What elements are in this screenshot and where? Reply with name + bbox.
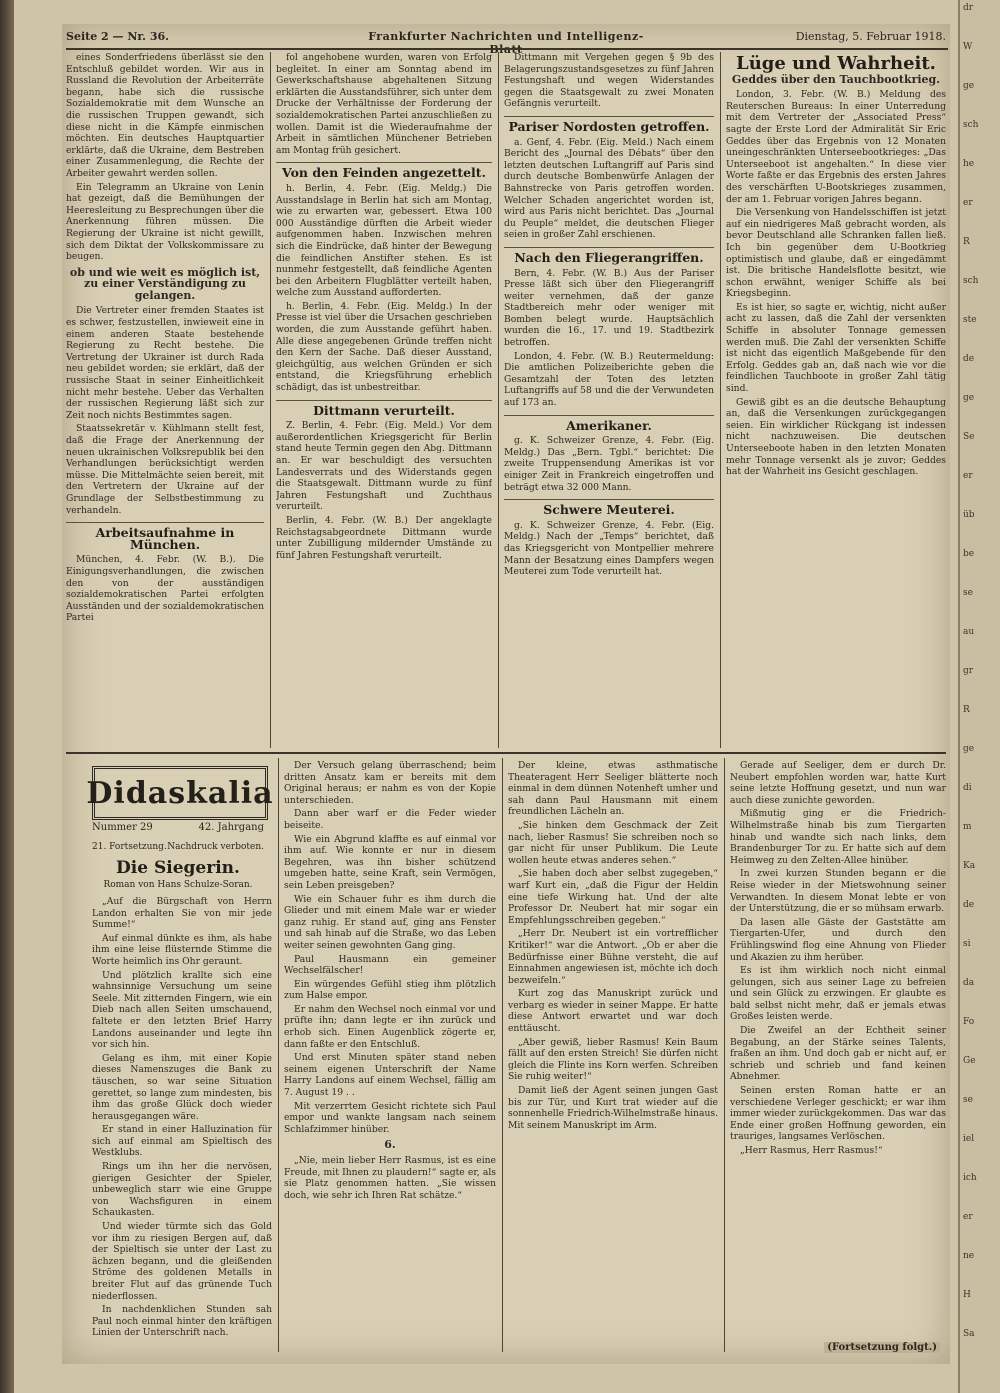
page-fragment: er bbox=[963, 1212, 973, 1222]
page-fragment: W bbox=[963, 42, 973, 52]
page-fragment: dr bbox=[963, 3, 974, 13]
article-text: Berlin, 4. Febr. (W. B.) Der angeklagte Reichstagsabgeordnete Dittmann wurde unter Zubilligung mildernder Umstände zu fünf Jahren Festungshaft verurteilt. bbox=[276, 514, 492, 561]
novel-text: Und wieder türmte sich das Gold vor ihm zu riesigen Bergen auf, daß der Spieltisch sie unter der Last zu ächzen begann, und die gleißenden Ströme des goldenen Metalls in breiter Flut auf das grünende Tuch niederflossen. bbox=[92, 1221, 272, 1302]
novel-text: Die Zweifel an der Echtheit seiner Begabung, an der Stärke seines Talents, fraßen an ihm. Und doch gab er nicht auf, er schrieb und schrieb und fand keinen Abnehmer. bbox=[730, 1025, 946, 1083]
didaskalia-masthead: Didaskalia bbox=[92, 766, 268, 820]
article-heading: Nach den Fliegerangriffen. bbox=[504, 247, 714, 264]
page-fragment: Ge bbox=[963, 1056, 976, 1066]
subheading: Geddes über den Tauchbootkrieg. bbox=[731, 72, 941, 86]
page-fragment: se bbox=[963, 588, 973, 598]
page-fragment: da bbox=[963, 978, 975, 988]
header-masthead: Frankfurter Nachrichten und Intelligenz- bbox=[368, 30, 644, 43]
continuation-stamp: (Fortsetzung folgt.) bbox=[824, 1342, 940, 1353]
page-fragment: sch bbox=[963, 120, 979, 130]
column-2 bbox=[276, 52, 492, 748]
article-heading: Amerikaner. bbox=[504, 415, 714, 432]
article-text: Es ist hier, so sagte er, wichtig, nicht außer acht zu lassen, daß die Zahl der versenkten Schiffe in absoluter Tonnage gemessen werden muß. Die Zahl der versenkten Schiffe ist nicht das eigentlich Maßgebende für den Erfolg. Geddes gab an, daß nach wie vor die feindlichen Tauchboote in großer Zahl tätig sind. bbox=[726, 301, 946, 395]
novel-text: Auf einmal dünkte es ihm, als habe ihm eine leise flüsternde Stimme die Worte heimlich ins Ohr geraunt. bbox=[92, 932, 272, 967]
page-fragment: Fo bbox=[963, 1017, 975, 1027]
reprint-notice: Nachdruck verboten. bbox=[167, 842, 264, 852]
feuilleton-column-1 bbox=[92, 896, 272, 1352]
page-fragment: se bbox=[963, 1095, 973, 1105]
novel-text: Gerade auf Seeliger, dem er durch Dr. Neubert empfohlen worden war, hatte Kurt seine letzte Hoffnung gesetzt, und nun war auch diese zunichte geworden. bbox=[730, 760, 946, 806]
header-date: Dienstag, 5. Februar 1918. bbox=[795, 30, 946, 43]
novel-text: In nachdenklichen Stunden sah Paul noch einmal hinter den kräftigen Linien der Unterschrift nach. bbox=[92, 1304, 272, 1339]
article-text: Die Versenkung von Handelsschiffen ist jetzt auf ein niedrigeres Maß gebracht worden, als bevor Deutschland alle Schranken fallen ließ. Ich bin gegenüber dem U-Bootkrieg optimistisch und glaube, daß er eingedämmt ist. Die britische Handelsflotte besitzt, wie schon erwähnt, weniger Schiffe als bei Kriegsbeginn. bbox=[726, 207, 946, 300]
novel-text: Kurt zog das Manuskript zurück und verbarg es wieder in seiner Mappe. Er hatte diese Antwort erwartet und war doch enttäuscht. bbox=[508, 988, 718, 1035]
article-heading: Von den Feinden angezettelt. bbox=[276, 162, 492, 179]
header-page-number: Seite 2 — Nr. 36. bbox=[66, 30, 169, 43]
page-fragment: he bbox=[963, 159, 975, 169]
page-fragment: gr bbox=[963, 666, 974, 676]
page-fragment: Se bbox=[963, 432, 975, 442]
page-fragment: Sa bbox=[963, 1329, 975, 1339]
novel-text: Der Versuch gelang überraschend; beim dritten Ansatz kam er bereits mit dem Original heraus; er nahm es von der Kopie unterschieden. bbox=[284, 760, 496, 806]
page-fragment: sch bbox=[963, 276, 979, 286]
page-fragment: iel bbox=[963, 1134, 975, 1144]
page-fragment: R bbox=[963, 705, 970, 715]
article-heading: Dittmann verurteilt. bbox=[276, 400, 492, 417]
novel-text: Es ist ihm wirklich noch nicht einmal gelungen, sich aus seiner Lage zu befreien und sein Glück zu erzwingen. Er glaubte es bald selbst nicht mehr, daß er jemals etwas Großes leisten werde. bbox=[730, 965, 946, 1023]
page-fragment: de bbox=[963, 354, 975, 364]
novel-text: Damit ließ der Agent seinen jungen Gast bis zur Tür, und Kurt trat wieder auf die sonnenhelle Friedrich-Wilhelmstraße hinaus. Mit seinem Manuskript im Arm. bbox=[508, 1085, 718, 1131]
novel-text: Und plötzlich krallte sich eine wahnsinnige Versuchung um seine Seele. Mit zitternden Fingern, wie ein Dieb nach allen Seiten umschauend, faltete er den letzten Brief Harry Landons auseinander und legte ihn vor sich hin. bbox=[92, 969, 272, 1051]
article-heading: Arbeitsaufnahme in München. bbox=[66, 522, 264, 550]
column-divider bbox=[498, 52, 499, 748]
article-heading: Pariser Nordosten getroffen. bbox=[504, 116, 714, 133]
page-fragment: m bbox=[963, 822, 972, 832]
section-number: 6. bbox=[384, 1138, 396, 1152]
header-rule bbox=[66, 48, 948, 50]
feuilleton-rule bbox=[66, 752, 946, 754]
column-divider bbox=[502, 758, 503, 1352]
feuilleton-column-4 bbox=[730, 760, 946, 1336]
novel-text: Ein würgendes Gefühl stieg ihm plötzlich zum Halse empor. bbox=[284, 978, 496, 1002]
article-text: h. Berlin, 4. Febr. (Eig. Meldg.) Die Ausstandslage in Berlin hat sich am Montag, wie zu erwarten war, gebessert. Etwa 100 000 Ausständige dürften die Arbeit wieder aufgenommen haben. Inzwischen mehren sich die Eindrücke, daß hinter der Bewegung die feindlichen Anstifter stehen. Es ist nunmehr festgestellt, daß feindliche Agenten bei den Arbeitern Flugblätter verteilt haben, welche zum Ausstand aufforderten. bbox=[276, 182, 492, 299]
page-fragment: ich bbox=[963, 1173, 977, 1183]
subheading: ob und wie weit es möglich ist, zu einer Verständigung zu gelangen. bbox=[69, 265, 261, 302]
installment: 21. Fortsetzung. bbox=[92, 842, 167, 852]
novel-text: „Sie haben doch aber selbst zugegeben,“ warf Kurt ein, „daß die Figur der Heldin eine tiefe Wirkung hat. Und der alte Professor Dr. Neubert hat mir sogar ein Empfehlungsschreiben gegeben.“ bbox=[508, 868, 718, 926]
issue-number: Nummer 29 bbox=[92, 822, 153, 833]
page-fragment: ne bbox=[963, 1251, 975, 1261]
page-fragment: di bbox=[963, 783, 972, 793]
page-fragment: si bbox=[963, 939, 971, 949]
novel-text: Er stand in einer Halluzination für sich auf einmal am Spieltisch des Westklubs. bbox=[92, 1124, 272, 1159]
novel-text: Dann aber warf er die Feder wieder beiseite. bbox=[284, 808, 496, 831]
novel-text: Gelang es ihm, mit einer Kopie dieses Namenszuges die Bank zu täuschen, so war seine Situation gerettet, so lange zum mindesten, bis ihm das große Glück doch wieder herausgegangen wäre. bbox=[92, 1052, 272, 1122]
novel-title: Die Siegerin. bbox=[116, 858, 240, 878]
page-fragment: ge bbox=[963, 393, 975, 403]
page-fragment: er bbox=[963, 471, 973, 481]
column-1 bbox=[66, 52, 264, 748]
page-fragment: Ka bbox=[963, 861, 976, 871]
column-divider bbox=[270, 52, 271, 748]
page-fragment: au bbox=[963, 627, 975, 637]
article-text: Staatssekretär v. Kühlmann stellt fest, daß die Frage der Anerkennung der neuen ukrainischen Volksrepublik bei den Verhandlungen berücksichtigt werden müsse. Die Mittelmächte seien bereit, mit den Vertretern der Ukraine auf der Grundlage der Selbstbestimmung zu verhandeln. bbox=[66, 423, 264, 516]
novel-text: Wie ein Schauer fuhr es ihm durch die Glieder und mit einem Male war er wieder ganz ruhig. Er stand auf, ging ans Fenster und sah hinab auf die Straße, wo das Leben weiter seinen gewohnten Gang ging. bbox=[284, 893, 496, 951]
novel-text: „Nie, mein lieber Herr Rasmus, ist es eine Freude, mit Ihnen zu plaudern!“ sagte er, als sie Platz genommen hatten. „Sie wissen doch, wie sehr ich Ihren Rat schätze.“ bbox=[284, 1155, 496, 1201]
article-text: h. Berlin, 4. Febr. (Eig. Meldg.) In der Presse ist viel über die Ursachen geschrieben worden, die zum Ausstande geführt haben. Alle diese angegebenen Gründe treffen nicht den Kern der Sache. Daß dieser Ausstand, gleichgültig, aus welchen Gründen er sich entstand, die Kriegsführung erheblich schädigt, das ist unbestreitbar. bbox=[276, 300, 492, 394]
article-text: eines Sonderfriedens überlässt sie den Entschluß gebildet worden. Wir aus in Russland die Revolution der Arbeiterräte begann, habe sich die russische Sozialdemokratie mit dem Wunsche an die russischen Truppen gewandt, sich diese nicht in die Kämpfe einmischen möchten. Ein deutsches Hauptquartier erklärte, daß die Ukraine, dem Bestreben einer Zusammenlegung, die Rechte der Arbeiter gewahrt werden sollen. bbox=[66, 52, 264, 179]
article-text: Gewiß gibt es an die deutsche Behauptung an, daß die Versenkungen zurückgegangen seien. Ein wirklicher Rückgang ist indessen nicht nachzuweisen. Die deutschen Unterseeboote haben in den letzten Monaten mehr Tonnage versenkt als je zuvor; Geddes hat der Wahrheit ins Gesicht geschlagen. bbox=[726, 396, 946, 478]
column-4 bbox=[726, 52, 946, 748]
article-text: Dittmann mit Vergehen gegen § 9b des Belagerungszustandsgesetzes zu fünf Jahren Festungshaft und wegen Widerstandes gegen die Staatsgewalt zu zwei Monaten Gefängnis verurteilt. bbox=[504, 52, 714, 110]
novel-text: „Aber gewiß, lieber Rasmus! Kein Baum fällt auf den ersten Streich! Sie dürfen nicht gleich die Flinte ins Korn werfen. Schreiben Sie ruhig weiter!“ bbox=[508, 1036, 718, 1083]
novel-text: Paul Hausmann ein gemeiner Wechselfälscher! bbox=[284, 953, 496, 977]
novel-text: Mit verzerrtem Gesicht richtete sich Paul empor und wankte langsam nach seinem Schlafzimmer hinüber. bbox=[284, 1100, 496, 1135]
novel-text: Der kleine, etwas asthmatische Theateragent Herr Seeliger blätterte noch einmal in dem dünnen Notenheft umher und sah dann Paul Hausmann mit einem freundlichen Lächeln an. bbox=[508, 760, 718, 818]
novel-text: Mißmutig ging er die Friedrich-Wilhelmstraße hinab bis zum Tiergarten hinab und wandte sich nach links, dem Brandenburger Tor zu. Er hatte sich auf dem Heimweg zu den Zelten-Allee hinüber. bbox=[730, 808, 946, 866]
article-text: g. K. Schweizer Grenze, 4. Febr. (Eig. Meldg.) Nach der „Temps“ berichtet, daß das Kriegsgericht von Montpellier mehrere Mann der Besatzung eines Dampfers wegen Meuterei zum Tode verurteilt hat. bbox=[504, 519, 714, 578]
novel-text: „Herr Dr. Neubert ist ein vortrefflicher Kritiker!“ war die Antwort. „Ob er aber die Bedürfnisse einer Bühne versteht, die auf Einnahmen angewiesen ist, möchte ich doch bezweifeln.“ bbox=[508, 928, 718, 986]
page-fragment: H bbox=[963, 1290, 971, 1300]
article-text: Bern, 4. Febr. (W. B.) Aus der Pariser Presse läßt sich über den Fliegerangriff weiter vernehmen, daß der ganze Stadtbereich mehr oder weniger mit Bomben belegt wurde. Hauptsächlich wurden die 16., 17. und 19. Stadtbezirk betroffen. bbox=[504, 267, 714, 349]
novel-text: Wie ein Abgrund klaffte es auf einmal vor ihm auf. Wie konnte er nur in diesem Begehren, was ihn bisher schützend umgeben hatte, seine Kraft, sein Vermögen, sein Leben preisgeben? bbox=[284, 833, 496, 891]
article-text: München, 4. Febr. (W. B.). Die Einigungsverhandlungen, die zwischen den von der ausständigen sozialdemokratischen Partei erfolgten Ausständen und der sozialdemokratischen Partei bbox=[66, 554, 264, 624]
article-heading: Schwere Meuterei. bbox=[504, 499, 714, 516]
page-fragment: ge bbox=[963, 744, 975, 754]
article-text: London, 4. Febr. (W. B.) Reutermeldung: Die amtlichen Polizeiberichte geben die Gesamtzahl der Toten des letzten Luftangriffs auf 58 und die der Verwundeten auf 173 an. bbox=[504, 350, 714, 409]
article-text: fol angehobene wurden, waren von Erfolg begleitet. In einer am Sonntag abend im Gewerkschaftshause abgehaltenen Sitzung erklärten die Ausstandsführer, sich unter dem Drucke der Verhältnisse der Forderung der sozialdemokratischen Partei anzuschließen zu wollen. Damit ist die Wiederaufnahme der Arbeit in sämtlichen Münchener Betrieben am Montag früh gesichert. bbox=[276, 52, 492, 156]
page-fragment: R bbox=[963, 237, 970, 247]
adjacent-page-edge bbox=[958, 0, 1000, 1393]
column-divider bbox=[724, 758, 725, 1352]
novel-text: In zwei kurzen Stunden begann er die Reise wieder in der Mietswohnung seiner Verwandten. In diesem Monat lebte er von der Unterstützung, die er so mühsam erwarb. bbox=[730, 868, 946, 915]
column-divider bbox=[720, 52, 721, 748]
didaskalia-sub bbox=[92, 842, 264, 854]
novel-text: „Herr Rasmus, Herr Rasmus!“ bbox=[740, 1145, 883, 1156]
novel-text: „Sie hinken dem Geschmack der Zeit nach, lieber Rasmus! Sie schreiben noch so gar nicht für unser Publikum. Die Leute wollen heute etwas anderes sehen.“ bbox=[508, 819, 718, 866]
page-header bbox=[66, 30, 946, 46]
didaskalia-meta bbox=[92, 822, 264, 836]
volume-year: 42. Jahrgang bbox=[198, 822, 264, 833]
feuilleton-column-3 bbox=[508, 760, 718, 1352]
novel-text: Seinen ersten Roman hatte er an verschiedene Verleger geschickt; er war ihm immer wieder zurückgekommen. Das war das Ende einer großen Hoffnung geworden, ein trauriges, langsames Verlöschen. bbox=[730, 1085, 946, 1143]
adjacent-page-fragments bbox=[960, 0, 1000, 1369]
novel-text: Und erst Minuten später stand neben seinem eigenen Unterschrift der Name Harry Landons auf einem Wechsel, fällig am 7. August 19 . . bbox=[284, 1052, 496, 1099]
page-fragment: er bbox=[963, 198, 973, 208]
feuilleton-column-2 bbox=[284, 760, 496, 1352]
page-fragment: ste bbox=[963, 315, 977, 325]
novel-text: Da lasen alle Gäste der Gaststätte am Tiergarten-Ufer, und durch den Frühlingswind flog eine Ahnung von Flieder und Akazien zu ihm herüber. bbox=[730, 916, 946, 963]
novel-author: Roman von Hans Schulze-Soran. bbox=[103, 880, 253, 890]
article-text: London, 3. Febr. (W. B.) Meldung des Reuterschen Bureaus: In einer Unterredung mit dem Vertreter der „Associated Press“ sagte der Erste Lord der Admiralität Sir Eric Geddes über das Ergebnis von 12 Monaten uneingeschränkten Unterseebootkrieges: „Das Unterseeboot ist angehalten.“ In diese vier Worte faßte er das Ergebnis des ersten Jahres des verschärften U-Bootskrieges zusammen, der am 1. Februar vorigen Jahres begann. bbox=[726, 89, 946, 205]
page-fragment: üb bbox=[963, 510, 975, 520]
novel-text: „Auf die Bürgschaft von Herrn Landon erhalten Sie von mir jede Summe!“ bbox=[92, 896, 272, 931]
column-divider bbox=[278, 758, 279, 1352]
article-text: g. K. Schweizer Grenze, 4. Febr. (Eig. Meldg.) Das „Bern. Tgbl.“ berichtet: Die zweite Truppensendung Amerikas ist vor einiger Zeit in Frankreich eingetroffen und beträgt etwa 32 000 Mann. bbox=[504, 435, 714, 493]
column-3 bbox=[504, 52, 714, 748]
page-fragment: be bbox=[963, 549, 975, 559]
page-fragment: ge bbox=[963, 81, 975, 91]
article-text: Die Vertreter einer fremden Staates ist es schwer, festzustellen, inwieweit eine in einem anderen Staate bestehende Regierung zu Recht bestehe. Die Vertretung der Ukrainer ist durch Rada neu gebildet worden; sie erklärt, daß der russische Staat in seiner Einheitlichkeit nicht mehr bestehe. Ueber das Verhalten der russischen Regierung läßt sich zur Zeit noch nichts Bestimmtes sagen. bbox=[66, 305, 264, 421]
article-text: Ein Telegramm an Ukraine von Lenin hat gezeigt, daß die Bemühungen der Heeresleitung zu Besprechungen über die Anerkennung führen müssen. Die Regierung der Ukraine ist nicht gewillt, sich dem Diktat der Volkskommissare zu beugen. bbox=[66, 181, 264, 263]
page-fragment: de bbox=[963, 900, 975, 910]
article-text: a. Genf, 4. Febr. (Eig. Meld.) Nach einem Bericht des „Journal des Débats“ über den letzten deutschen Luftangriff auf Paris sind durch deutsche Bombenwürfe Anlagen der Bahnstrecke von Paris getroffen worden. Welcher Schaden angerichtet worden ist, wird aus Paris nicht berichtet. Das „Journal du Peuple“ meldet, die deutschen Flieger seien in großer Zahl erschienen. bbox=[504, 136, 714, 241]
novel-text: Rings um ihn her die nervösen, gierigen Gesichter der Spieler, unbeweglich starr wie eine Gruppe von Wachsfiguren in einem Schaukasten. bbox=[92, 1161, 272, 1219]
novel-text: Er nahm den Wechsel noch einmal vor und prüfte ihn; dann legte er ihn zurück und erhob sich. Einen Augenblick zögerte er, dann faßte er den Entschluß. bbox=[284, 1003, 496, 1050]
article-heading: Lüge und Wahrheit. bbox=[736, 53, 936, 74]
book-binding bbox=[0, 0, 14, 1393]
article-text: Z. Berlin, 4. Febr. (Eig. Meld.) Vor dem außerordentlichen Kriegsgericht für Berlin stand heute Termin gegen den Abg. Dittmann an. Er war beschuldigt des versuchten Landesverrats und des Widerstands gegen die Staatsgewalt. Dittmann wurde zu fünf Jahren Festungshaft und Zuchthaus verurteilt. bbox=[276, 420, 492, 513]
